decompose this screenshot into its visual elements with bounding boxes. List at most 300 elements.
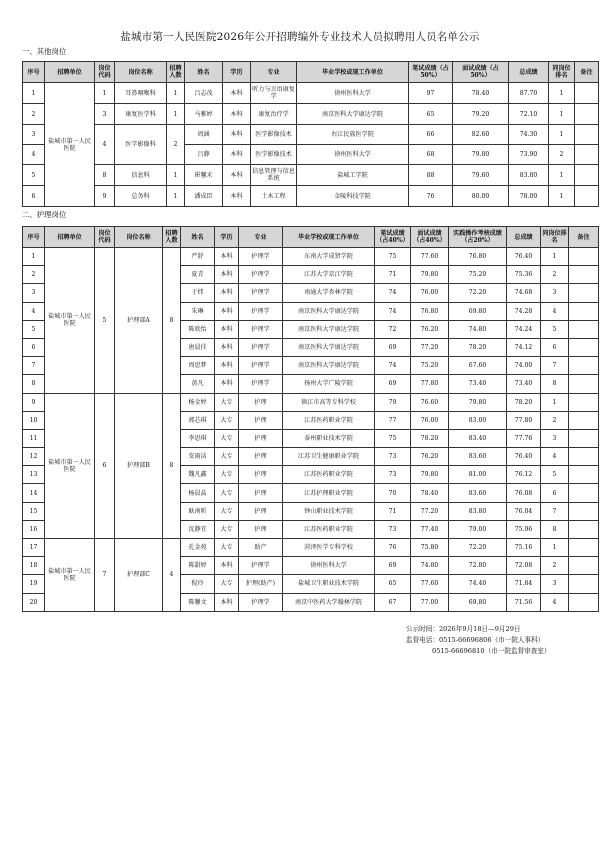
major: 护理学 — [239, 357, 283, 375]
post-code: 6 — [95, 393, 115, 539]
row-number: 15 — [23, 502, 45, 520]
major: 护理 — [239, 502, 283, 520]
remark — [575, 125, 599, 145]
practical-score: 69.80 — [449, 593, 507, 611]
column-header: 总成绩 — [509, 62, 549, 83]
remark — [569, 393, 599, 411]
hire-count: 4 — [163, 539, 181, 612]
rank: 7 — [541, 357, 569, 375]
written-score: 73 — [375, 466, 411, 484]
remark — [569, 520, 599, 538]
education: 本科 — [215, 266, 239, 284]
interview-score: 77.60 — [411, 248, 449, 266]
school: 江苏护理职业学院 — [283, 484, 375, 502]
major: 护理 — [239, 393, 283, 411]
section-heading-other: 一、其他岗位 — [22, 47, 67, 56]
rank: 2 — [541, 557, 569, 575]
page-title: 盐城市第一人民医院2026年公开招聘编外专业技术人员拟聘用人员名单公示 — [120, 31, 480, 43]
written-score: 74 — [375, 357, 411, 375]
row-number: 16 — [23, 520, 45, 538]
practical-score: 83.40 — [449, 429, 507, 447]
major: 护理学 — [239, 266, 283, 284]
interview-score: 78.40 — [411, 484, 449, 502]
column-header: 笔试成绩（占50%） — [409, 62, 453, 83]
column-header: 毕业学校或现工作单位 — [283, 227, 375, 248]
candidate-name: 周思梦 — [181, 357, 215, 375]
column-header: 姓名 — [181, 227, 215, 248]
table-row — [23, 393, 599, 411]
major: 护理(助产) — [239, 575, 283, 593]
remark — [575, 165, 599, 186]
total-score: 72.10 — [509, 104, 549, 125]
remark — [569, 502, 599, 520]
row-number: 5 — [23, 165, 45, 186]
post-name: 护理部A — [115, 248, 163, 394]
row-number: 6 — [23, 186, 45, 207]
recruiting-unit: 盐城市第一人民医院 — [45, 83, 95, 207]
column-header: 面试成绩（占50%） — [453, 62, 509, 83]
practical-score: 74.40 — [449, 575, 507, 593]
post-code: 7 — [95, 539, 115, 612]
column-header: 面试成绩（占40%） — [411, 227, 449, 248]
school: 江苏大学京江学院 — [283, 266, 375, 284]
recruiting-unit: 盐城市第一人民医院 — [45, 539, 95, 612]
written-score: 71 — [375, 502, 411, 520]
rank: 3 — [541, 429, 569, 447]
major: 护理学 — [239, 593, 283, 611]
total-score: 74.00 — [507, 357, 541, 375]
practical-score: 83.80 — [449, 502, 507, 520]
written-score: 76 — [375, 539, 411, 557]
education: 大专 — [215, 520, 239, 538]
column-header: 岗位代码 — [95, 62, 115, 83]
total-score: 76.40 — [507, 448, 541, 466]
remark — [569, 466, 599, 484]
written-score: 75 — [375, 429, 411, 447]
column-header: 姓名 — [185, 62, 223, 83]
school: 南通大学杏林学院 — [283, 284, 375, 302]
column-header: 岗位代码 — [95, 227, 115, 248]
total-score: 71.84 — [507, 575, 541, 593]
education: 大专 — [215, 429, 239, 447]
education: 大专 — [215, 448, 239, 466]
school: 南京医科大学康达学院 — [283, 357, 375, 375]
school: 东南大学成贤学院 — [283, 248, 375, 266]
row-number: 10 — [23, 411, 45, 429]
interview-score: 74.80 — [411, 557, 449, 575]
total-score: 75.36 — [507, 266, 541, 284]
practical-score: 75.20 — [449, 266, 507, 284]
written-score: 69 — [375, 557, 411, 575]
candidate-name: 倪玲 — [181, 575, 215, 593]
education: 本科 — [215, 248, 239, 266]
total-score: 74.28 — [507, 302, 541, 320]
rank: 8 — [541, 520, 569, 538]
remark — [569, 320, 599, 338]
table-header-row — [23, 227, 599, 248]
practical-score: 83.60 — [449, 448, 507, 466]
candidate-name: 唐晨佳 — [181, 338, 215, 356]
column-header: 招聘人数 — [163, 227, 181, 248]
written-score: 70 — [375, 484, 411, 502]
column-header: 学历 — [215, 227, 239, 248]
recruiting-unit: 盐城市第一人民医院 — [45, 248, 95, 394]
remark — [569, 448, 599, 466]
practical-score: 73.40 — [449, 375, 507, 393]
remark — [569, 248, 599, 266]
row-number: 3 — [23, 284, 45, 302]
practical-score: 72.80 — [449, 557, 507, 575]
practical-score: 79.80 — [449, 393, 507, 411]
written-score: 77 — [375, 411, 411, 429]
practical-score: 79.00 — [449, 520, 507, 538]
education: 本科 — [215, 320, 239, 338]
interview-score: 75.80 — [411, 539, 449, 557]
education: 本科 — [223, 145, 251, 165]
hire-count: 1 — [167, 104, 185, 125]
rank: 8 — [541, 375, 569, 393]
notice-block — [406, 624, 551, 657]
major: 护理学 — [239, 248, 283, 266]
rank: 5 — [541, 466, 569, 484]
column-header: 岗位名称 — [115, 227, 163, 248]
column-header: 岗位名称 — [115, 62, 167, 83]
notice-phone-supervision: 0515-66696810（市一院监督审查室） — [432, 647, 551, 655]
total-score: 73.90 — [509, 145, 549, 165]
column-header: 笔试成绩（占40%） — [375, 227, 411, 248]
total-score: 74.12 — [507, 338, 541, 356]
written-score: 79 — [375, 393, 411, 411]
nursing-posts-table — [22, 226, 599, 612]
total-score: 76.04 — [507, 502, 541, 520]
candidate-name: 陈馨文 — [181, 593, 215, 611]
practical-score: 83.60 — [449, 484, 507, 502]
table-header-row — [23, 62, 599, 83]
total-score: 74.68 — [507, 284, 541, 302]
row-number: 3 — [23, 125, 45, 145]
written-score: 69 — [375, 338, 411, 356]
post-name: 护理部B — [115, 393, 163, 539]
row-number: 5 — [23, 320, 45, 338]
school: 镇江市高等专科学校 — [283, 393, 375, 411]
written-score: 72 — [375, 320, 411, 338]
remark — [569, 484, 599, 502]
candidate-name: 魏凡鑫 — [181, 466, 215, 484]
remark — [575, 104, 599, 125]
post-name: 康复医学科 — [115, 104, 167, 125]
education: 本科 — [215, 557, 239, 575]
row-number: 4 — [23, 302, 45, 320]
total-score: 77.76 — [507, 429, 541, 447]
education: 本科 — [223, 83, 251, 104]
column-header: 备注 — [575, 62, 599, 83]
practical-score: 76.80 — [449, 248, 507, 266]
school: 南京中医药大学翰林学院 — [283, 593, 375, 611]
education: 本科 — [215, 357, 239, 375]
post-code: 3 — [95, 104, 115, 125]
written-score: 65 — [409, 104, 453, 125]
row-number: 13 — [23, 466, 45, 484]
school: 南京医科大学康达学院 — [283, 320, 375, 338]
rank: 3 — [541, 284, 569, 302]
education: 大专 — [215, 502, 239, 520]
interview-score: 76.00 — [411, 284, 449, 302]
rank: 4 — [541, 593, 569, 611]
column-header: 专业 — [239, 227, 283, 248]
practical-score: 69.80 — [449, 302, 507, 320]
column-header: 招聘人数 — [167, 62, 185, 83]
post-name: 护理部C — [115, 539, 163, 612]
post-name: 医学影像科 — [115, 125, 167, 165]
written-score: 76 — [409, 186, 453, 207]
candidate-name: 潘成臣 — [185, 186, 223, 207]
hire-count: 8 — [163, 393, 181, 539]
interview-score: 78.20 — [411, 429, 449, 447]
candidate-name: 杨晨晶 — [181, 484, 215, 502]
interview-score: 79.60 — [453, 165, 509, 186]
major: 护理学 — [239, 284, 283, 302]
remark — [569, 357, 599, 375]
interview-score: 77.20 — [411, 338, 449, 356]
remark — [569, 284, 599, 302]
written-score: 73 — [375, 448, 411, 466]
total-score: 76.08 — [507, 484, 541, 502]
candidate-name: 于炜 — [181, 284, 215, 302]
interview-score: 82.60 — [453, 125, 509, 145]
table-row — [23, 186, 599, 207]
candidate-name: 崔馨禾 — [185, 165, 223, 186]
candidate-name: 严舒 — [181, 248, 215, 266]
interview-score: 76.80 — [411, 302, 449, 320]
candidate-name: 郭芯琪 — [181, 411, 215, 429]
practical-score: 81.00 — [449, 466, 507, 484]
interview-score: 77.00 — [411, 593, 449, 611]
written-score: 88 — [409, 165, 453, 186]
interview-score: 76.20 — [411, 448, 449, 466]
row-number: 7 — [23, 357, 45, 375]
school: 泰州职业技术学院 — [283, 429, 375, 447]
practical-score: 74.80 — [449, 320, 507, 338]
candidate-name: 李思琪 — [181, 429, 215, 447]
hire-count: 1 — [167, 165, 185, 186]
written-score: 65 — [375, 575, 411, 593]
total-score: 73.40 — [507, 375, 541, 393]
school: 右江民族医学院 — [297, 125, 409, 145]
candidate-name: 陈甜婷 — [181, 557, 215, 575]
total-score: 87.70 — [509, 83, 549, 104]
school: 江苏医药职业学院 — [283, 466, 375, 484]
candidate-name: 吕静 — [185, 145, 223, 165]
remark — [575, 186, 599, 207]
hire-count: 8 — [163, 248, 181, 394]
candidate-name: 孔金苑 — [181, 539, 215, 557]
row-number: 18 — [23, 557, 45, 575]
notice-phone-hr: 监督电话：0515-66696806（市一院人事科） — [406, 636, 545, 644]
interview-score: 76.60 — [411, 393, 449, 411]
practical-score: 78.20 — [449, 338, 507, 356]
written-score: 67 — [375, 593, 411, 611]
notice-period: 公示时间：2026年9月18日—9月29日 — [406, 625, 521, 633]
education: 本科 — [223, 125, 251, 145]
rank: 1 — [549, 186, 575, 207]
post-code: 9 — [95, 186, 115, 207]
column-header: 同岗位排名 — [541, 227, 569, 248]
school: 江苏医药职业学院 — [283, 520, 375, 538]
education: 本科 — [223, 165, 251, 186]
written-score: 69 — [375, 375, 411, 393]
school: 盐城卫生职业技术学院 — [283, 575, 375, 593]
school: 金陵科技学院 — [297, 186, 409, 207]
remark — [569, 429, 599, 447]
column-header: 学历 — [223, 62, 251, 83]
total-score: 75.16 — [507, 539, 541, 557]
column-header: 同岗位排名 — [549, 62, 575, 83]
remark — [569, 266, 599, 284]
table-row — [23, 125, 599, 145]
row-number: 4 — [23, 145, 45, 165]
total-score: 74.30 — [509, 125, 549, 145]
other-posts-table — [22, 61, 599, 207]
column-header: 总成绩 — [507, 227, 541, 248]
interview-score: 79.20 — [453, 104, 509, 125]
rank: 6 — [541, 484, 569, 502]
major: 信息管理与信息系统 — [251, 165, 297, 186]
interview-score: 79.80 — [411, 266, 449, 284]
school: 扬州大学广陵学院 — [283, 375, 375, 393]
education: 大专 — [215, 411, 239, 429]
major: 护理 — [239, 520, 283, 538]
candidate-name: 马雅婷 — [185, 104, 223, 125]
row-number: 1 — [23, 83, 45, 104]
rank: 1 — [541, 248, 569, 266]
remark — [575, 83, 599, 104]
major: 护理 — [239, 411, 283, 429]
post-name: 信息科 — [115, 165, 167, 186]
practical-score: 67.60 — [449, 357, 507, 375]
rank: 2 — [541, 411, 569, 429]
school: 盐城工学院 — [297, 165, 409, 186]
post-code: 8 — [95, 165, 115, 186]
education: 大专 — [215, 539, 239, 557]
practical-score: 72.20 — [449, 539, 507, 557]
remark — [569, 557, 599, 575]
post-name: 总务科 — [115, 186, 167, 207]
education: 大专 — [215, 575, 239, 593]
education: 本科 — [215, 593, 239, 611]
rank: 4 — [541, 448, 569, 466]
written-score: 97 — [409, 83, 453, 104]
row-number: 19 — [23, 575, 45, 593]
school: 钟山职业技术学院 — [283, 502, 375, 520]
practical-score: 83.00 — [449, 411, 507, 429]
major: 护理 — [239, 429, 283, 447]
education: 本科 — [215, 284, 239, 302]
row-number: 14 — [23, 484, 45, 502]
written-score: 68 — [409, 145, 453, 165]
interview-score: 79.80 — [453, 145, 509, 165]
remark — [569, 411, 599, 429]
table-row — [23, 83, 599, 104]
row-number: 1 — [23, 248, 45, 266]
education: 大专 — [215, 393, 239, 411]
rank: 3 — [541, 575, 569, 593]
column-header: 序号 — [23, 62, 45, 83]
remark — [569, 302, 599, 320]
major: 土木工程 — [251, 186, 297, 207]
post-name: 耳鼻咽喉科 — [115, 83, 167, 104]
school: 南京医科大学康达学院 — [283, 302, 375, 320]
interview-score: 77.60 — [411, 575, 449, 593]
candidate-name: 沈静宜 — [181, 520, 215, 538]
column-header: 序号 — [23, 227, 45, 248]
rank: 2 — [541, 266, 569, 284]
major: 护理学 — [239, 557, 283, 575]
major: 护理 — [239, 484, 283, 502]
table-row — [23, 539, 599, 557]
table-row — [23, 248, 599, 266]
candidate-name: 安雨洁 — [181, 448, 215, 466]
rank: 6 — [541, 338, 569, 356]
rank: 1 — [549, 83, 575, 104]
remark — [569, 539, 599, 557]
written-score: 74 — [375, 284, 411, 302]
candidate-name: 周涵 — [185, 125, 223, 145]
column-header: 招聘单位 — [45, 62, 95, 83]
column-header: 招聘单位 — [45, 227, 95, 248]
education: 本科 — [223, 104, 251, 125]
row-number: 11 — [23, 429, 45, 447]
interview-score: 78.40 — [453, 83, 509, 104]
education: 大专 — [215, 466, 239, 484]
rank: 5 — [541, 320, 569, 338]
major: 医学影像技术 — [251, 125, 297, 145]
written-score: 74 — [375, 302, 411, 320]
major: 护理学 — [239, 302, 283, 320]
rank: 1 — [549, 125, 575, 145]
recruiting-unit: 盐城市第一人民医院 — [45, 393, 95, 539]
row-number: 12 — [23, 448, 45, 466]
school: 江苏医药职业学院 — [283, 411, 375, 429]
written-score: 73 — [375, 520, 411, 538]
rank: 2 — [549, 145, 575, 165]
major: 护理 — [239, 448, 283, 466]
school: 徐州医科大学 — [283, 557, 375, 575]
interview-score: 77.80 — [411, 375, 449, 393]
total-score: 74.24 — [507, 320, 541, 338]
major: 医学影像技术 — [251, 145, 297, 165]
post-code: 1 — [95, 83, 115, 104]
candidate-name: 朱琳 — [181, 302, 215, 320]
rank: 4 — [541, 302, 569, 320]
row-number: 17 — [23, 539, 45, 557]
school: 菏泽医学专科学校 — [283, 539, 375, 557]
education: 本科 — [223, 186, 251, 207]
total-score: 78.00 — [509, 186, 549, 207]
interview-score: 76.00 — [411, 411, 449, 429]
practical-score: 72.20 — [449, 284, 507, 302]
post-code: 4 — [95, 125, 115, 165]
education: 本科 — [215, 375, 239, 393]
candidate-name: 杨金婷 — [181, 393, 215, 411]
interview-score: 79.80 — [411, 466, 449, 484]
school: 徐州医科大学 — [297, 83, 409, 104]
remark — [569, 375, 599, 393]
interview-score: 75.20 — [411, 357, 449, 375]
education: 本科 — [215, 302, 239, 320]
education: 大专 — [215, 484, 239, 502]
major: 听力与言语康复学 — [251, 83, 297, 104]
interview-score: 76.20 — [411, 320, 449, 338]
